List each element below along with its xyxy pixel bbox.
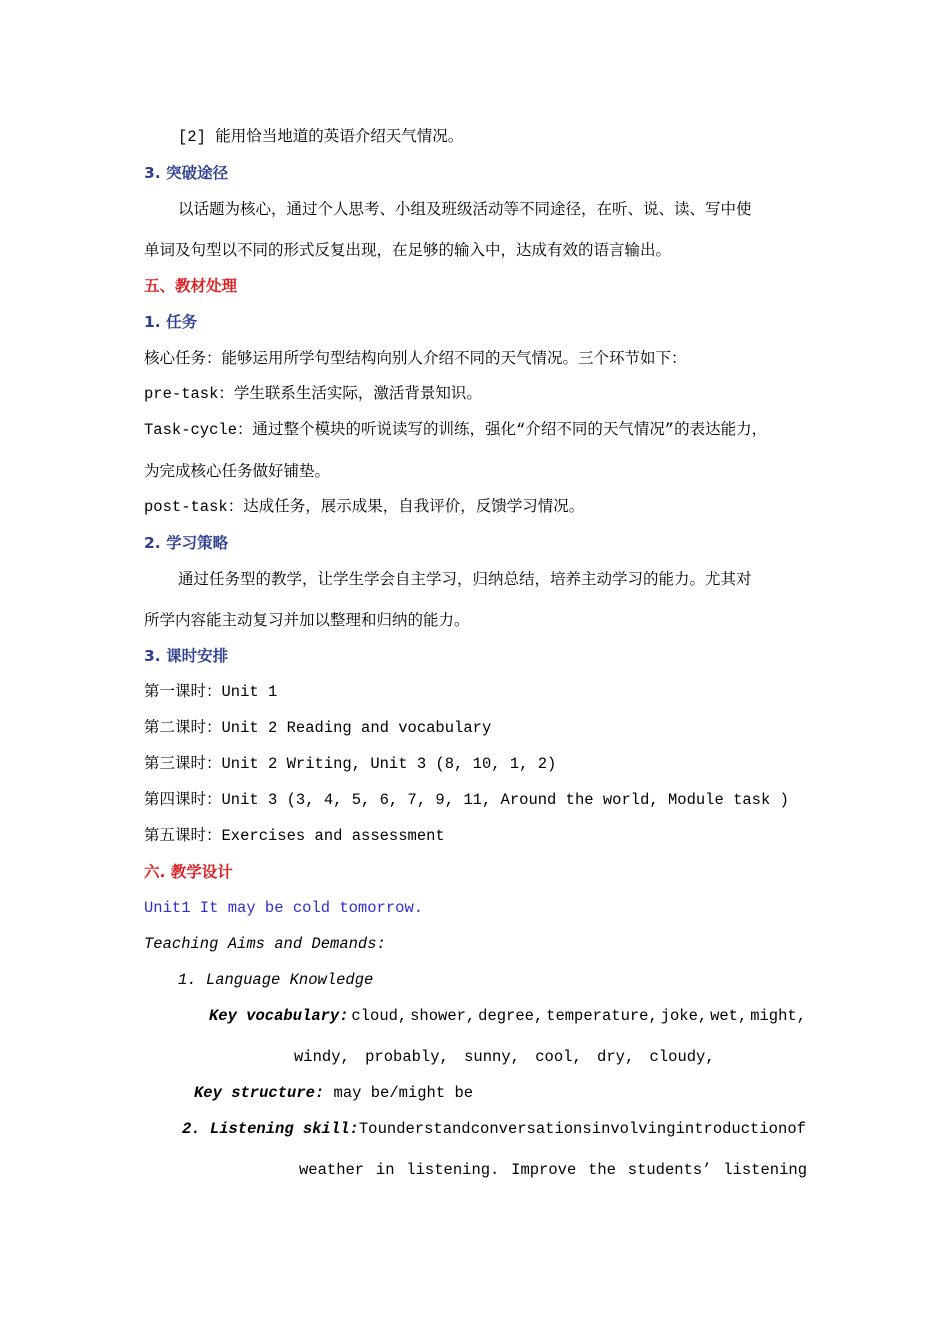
paragraph-approach-line2: 单词及句型以不同的形式反复出现，在足够的输入中，达成有效的语言输出。 — [144, 241, 672, 259]
listening-word: weather — [299, 1161, 365, 1179]
listening-word: in — [375, 1161, 395, 1179]
key-vocabulary-line2: windy, probably, sunny, cool, dry, cloudy, — [294, 1048, 715, 1066]
listening-word: listening — [723, 1161, 807, 1179]
listening-word: introduction — [675, 1120, 788, 1138]
vocab-word: joke, — [660, 1007, 708, 1025]
vocab-word: might, — [750, 1007, 806, 1025]
unit1-title: Unit1 It may be cold tomorrow. — [144, 899, 424, 917]
listening-word: understand — [377, 1120, 471, 1138]
vocab-word: wet, — [710, 1007, 748, 1025]
key-structure-label: Key structure: — [194, 1084, 325, 1102]
schedule-lesson-5: 第五课时：Exercises and assessment — [144, 827, 445, 845]
key-vocabulary-label: Key vocabulary: — [209, 1007, 349, 1025]
vocab-word: shower, — [410, 1007, 476, 1025]
listening-word: conversations — [470, 1120, 592, 1138]
heading-breakthrough: 3. 突破途径 — [144, 164, 229, 182]
aim-item-2: [2] 能用恰当地道的英语介绍天气情况。 — [178, 128, 464, 146]
schedule-lesson-1: 第一课时：Unit 1 — [144, 683, 278, 701]
key-vocabulary-line1 — [209, 1006, 806, 1026]
listening-word: listening. — [406, 1161, 500, 1179]
teaching-aims-heading: Teaching Aims and Demands: — [144, 935, 386, 953]
key-structure-value: may be/might be — [333, 1084, 474, 1102]
pre-task: pre-task：学生联系生活实际，激活背景知识。 — [144, 385, 482, 403]
paragraph-strategy-line1: 通过任务型的教学，让学生学会自主学习，归纳总结，培养主动学习的能力。尤其对 — [178, 570, 752, 588]
schedule-lesson-4: 第四课时：Unit 3 (3, 4, 5, 6, 7, 9, 11, Around the world, Module task ) — [144, 791, 789, 809]
listening-word: Improve — [511, 1161, 577, 1179]
heading-learning-strategy: 2. 学习策略 — [144, 534, 229, 552]
vocab-word: degree, — [478, 1007, 544, 1025]
listening-word: To — [358, 1120, 378, 1138]
key-structure-line — [194, 1083, 473, 1103]
listening-skill-line2 — [299, 1160, 807, 1180]
paragraph-approach-line1: 以话题为核心，通过个人思考、小组及班级活动等不同途径，在听、说、读、写中使 — [178, 200, 752, 218]
core-task: 核心任务：能够运用所学句型结构向别人介绍不同的天气情况。三个环节如下： — [144, 349, 687, 367]
task-cycle-line2: 为完成核心任务做好铺垫。 — [144, 462, 331, 480]
listening-skill-label: 2. Listening skill: — [182, 1120, 359, 1138]
language-knowledge-heading: 1. Language Knowledge — [178, 971, 374, 989]
heading-teaching-design: 六. 教学设计 — [144, 863, 233, 881]
listening-word: involving — [591, 1120, 676, 1138]
heading-task: 1. 任务 — [144, 313, 198, 331]
paragraph-strategy-line2: 所学内容能主动复习并加以整理和归纳的能力。 — [144, 611, 470, 629]
listening-word: the — [588, 1161, 616, 1179]
vocab-word: temperature, — [546, 1007, 658, 1025]
task-cycle-line1: Task-cycle：通过整个模块的听说读写的训练，强化“介绍不同的天气情况”的表达能力， — [144, 421, 768, 439]
heading-schedule: 3. 课时安排 — [144, 647, 229, 665]
vocab-word: cloud, — [351, 1007, 408, 1025]
listening-word: students’ — [627, 1161, 712, 1179]
listening-skill-line1 — [182, 1119, 806, 1139]
schedule-lesson-3: 第三课时：Unit 2 Writing, Unit 3 (8, 10, 1, 2) — [144, 755, 557, 773]
heading-material-processing: 五、教材处理 — [144, 277, 238, 295]
listening-word: of — [787, 1120, 806, 1138]
post-task: post-task：达成任务，展示成果，自我评价，反馈学习情况。 — [144, 498, 585, 516]
schedule-lesson-2: 第二课时：Unit 2 Reading and vocabulary — [144, 719, 492, 737]
